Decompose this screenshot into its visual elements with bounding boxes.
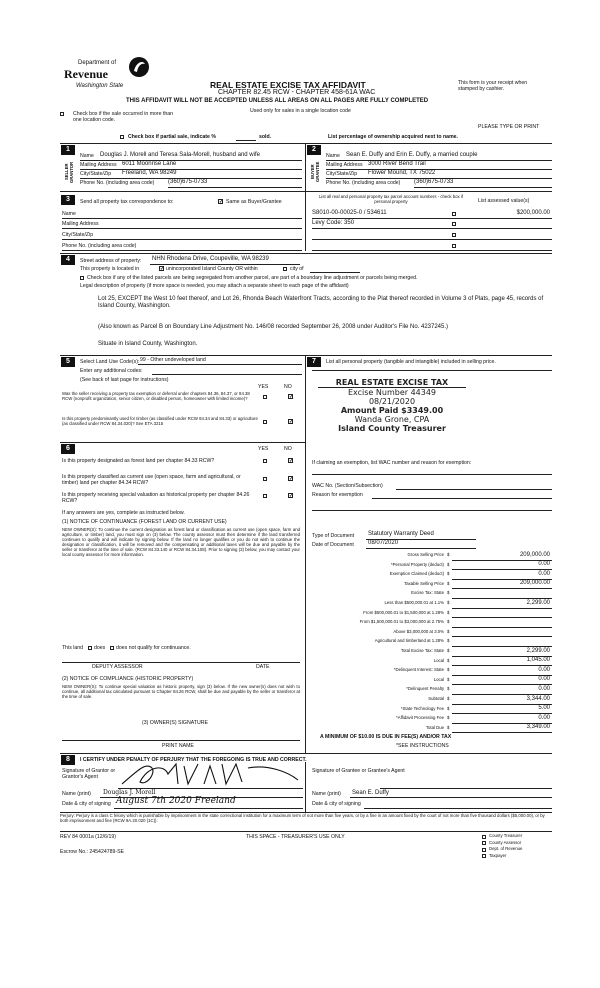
partial-sale-label: Check box if partial sale, indicate %	[128, 134, 216, 140]
forest-yes: YES	[258, 446, 269, 452]
doc-date: 08/07/2020	[368, 540, 399, 546]
owner-signature-label: (3) OWNER(S) SIGNATURE	[142, 720, 208, 726]
dept-line1: Department of	[78, 60, 117, 66]
parcel-personal-checkbox-2[interactable]	[452, 222, 456, 226]
grantee-sig-label: Signature of Grantee or Grantee's Agent	[312, 768, 405, 774]
tax-row-dollar: $	[447, 648, 450, 653]
tax-row-value: 209,000.00	[519, 551, 550, 558]
grantor-signature	[118, 760, 303, 790]
stamp-line3: 08/21/2020	[368, 397, 416, 406]
assessor-date-label: DATE	[256, 664, 270, 670]
tax-row-dollar: $	[447, 696, 450, 701]
copy-label: Dept. of Revenue	[489, 846, 523, 851]
multi-location-label: Check box if the sale occurred in more than one location code.	[73, 111, 174, 124]
tax-row-dollar: $	[447, 619, 450, 625]
this-land-label: This land	[62, 645, 84, 651]
please-type: PLEASE TYPE OR PRINT	[478, 124, 540, 130]
parcel-personal-checkbox-4[interactable]	[452, 244, 456, 248]
land-use-q2-no[interactable]: ✓	[289, 419, 294, 425]
corr-address-label: Mailing Address	[62, 221, 99, 227]
stamp-line5: Wanda Grone, CPA	[354, 415, 430, 424]
boundary-checkbox[interactable]	[80, 276, 84, 280]
tax-row-label: Subtotal	[428, 696, 444, 701]
buyer-address-label: Mailing Address	[326, 162, 363, 168]
buyer-name: Sean E. Duffy and Erin E. Duffy, a married couple	[346, 152, 478, 158]
tax-row-dollar: $	[447, 715, 450, 721]
land-use-code: 99 - Other undeveloped land	[140, 357, 206, 363]
city-of-checkbox[interactable]	[283, 267, 287, 271]
tax-row-dollar: $	[447, 638, 450, 644]
section-6-number: 6	[61, 444, 75, 454]
personal-property-label: List all personal property (tangible and intangible) included in selling price.	[326, 359, 496, 365]
seller-phone-label: Phone No. (including area code)	[80, 180, 155, 186]
forest-q2: Is this property classified as current use (open space, farm and agricultural, or timber) land per chapter 84.34 RCW?	[62, 474, 241, 487]
land-use-q2-yes[interactable]	[263, 420, 267, 424]
tax-row-value: 2,299.00	[526, 647, 550, 654]
tax-row-dollar: $	[447, 590, 450, 596]
dept-line3: Washington State	[76, 83, 124, 89]
section-4-number: 4	[61, 255, 75, 265]
stamp-line4: Amount Paid $3349.00	[340, 406, 444, 415]
tax-row-value: 209,000.00	[519, 580, 550, 587]
levy-code: Levy Code: 350	[312, 220, 355, 226]
tax-row-value: 3,344.00	[526, 695, 550, 702]
tax-row-value: 0.00	[538, 666, 550, 673]
section-8-number: 8	[61, 755, 75, 765]
tax-row-dollar: $	[447, 561, 450, 567]
corr-city-label: City/State/Zip	[62, 232, 94, 238]
same-as-buyer-checkbox[interactable]: ✓	[219, 199, 224, 205]
section-7-number: 7	[307, 357, 321, 367]
does-qualify-checkbox[interactable]	[88, 646, 92, 650]
receipt-note: This form is your receipt when stamped by cashier.	[458, 80, 528, 93]
tax-row-dollar: $	[447, 552, 450, 557]
tax-row-dollar: $	[447, 676, 450, 682]
tax-row-value: 2,299.00	[526, 599, 550, 606]
does-label: does	[94, 645, 106, 651]
tax-row-dollar: $	[447, 571, 450, 577]
section-3-number: 3	[61, 195, 75, 205]
multi-location-sub: Used only for sales in a single location code	[250, 108, 351, 114]
land-use-q1: Was the seller receiving a property tax exemption or deferral under chapters 84.36, 84.37, or 84.38 RCW (nonprofit organization, senior citizen, or disabled person, homeowner with limited income)?	[62, 391, 250, 401]
doc-type: Statutory Warranty Deed	[368, 531, 434, 537]
tax-row-label: *Affidavit Processing Fee	[396, 715, 444, 721]
land-use-yes: YES	[258, 384, 269, 390]
forest-q1-yes[interactable]	[263, 459, 267, 463]
seller-phone: (360)675-0733	[168, 179, 208, 185]
does-not-qualify-checkbox[interactable]	[110, 646, 114, 650]
boundary-label: Check box if any of the listed parcels are being segregated from another parcel, are part of a boundary line adjustment or parcels being merged.	[87, 275, 418, 281]
seller-city: Freeland, WA 98249	[122, 170, 177, 176]
section-1-number: 1	[61, 145, 75, 155]
assessed-header: List assessed value(s)	[478, 198, 530, 204]
parcel-personal-checkbox-3[interactable]	[452, 233, 456, 237]
tax-row-dollar: $	[447, 609, 450, 615]
grantee-date-label: Date & city of signing	[312, 801, 361, 807]
copy-checkbox[interactable]	[482, 835, 486, 839]
land-use-label: Select Land Use Code(s):	[80, 359, 140, 365]
land-use-q1-no[interactable]: ✓	[289, 394, 294, 400]
tax-row-value: 0.00	[538, 714, 550, 721]
legal-description-1: Lot 25, EXCEPT the West 10 feet thereof, and Lot 26, Rhonda Beach Waterfront Tracts, according to the Plat thereof recorded in Volume 3 of Plats, page 45, records of Island County, Washington.	[98, 296, 544, 310]
if-any-yes: If any answers are yes, complete as instructed below.	[62, 510, 185, 516]
doc-date-label: Date of Document	[312, 542, 354, 548]
tax-row-label: From $1,500,000.01 to $3,000,000 at 2.75%	[359, 619, 444, 625]
forest-q3-yes[interactable]	[263, 494, 267, 498]
buyer-city: Flower Mound, TX 75022	[368, 170, 436, 176]
same-as-buyer-label: Same as Buyer/Grantee	[226, 199, 282, 205]
street-label: Street address of property:	[80, 258, 142, 264]
form-warning: THIS AFFIDAVIT WILL NOT BE ACCEPTED UNLESS ALL AREAS ON ALL PAGES ARE FULLY COMPLETED	[126, 98, 429, 104]
tax-row-label: Exemption Claimed (deduct)	[389, 571, 444, 577]
form-chapter: CHAPTER 82.45 RCW - CHAPTER 458-61A WAC	[218, 89, 376, 96]
legal-description-3: Situate in Island County, Washington.	[98, 341, 198, 347]
does-not-label: does not qualify for continuance.	[116, 645, 191, 651]
additional-codes-label: Enter any additional codes:	[80, 368, 143, 374]
perjury-text: Perjury: Perjury is a class C felony which is punishable by imprisonment in the state correctional institution for a maximum term of not more than five years, or by a fine in an amount fixed by the court of not more than five thousand dollars ($5,000.00), or by both imprisonment and fine (RCW 9A.20.020 (1C)).	[60, 813, 545, 823]
grantor-name: Douglas J. Morell	[103, 789, 156, 796]
tax-row-label: Above $3,000,000 at 3.0%	[393, 628, 444, 634]
street-address: NHN Rhodena Drive, Coupeville, WA 98239	[152, 256, 269, 262]
partial-sale-checkbox[interactable]	[120, 135, 124, 139]
escrow-number: Escrow No.: 245424789-SE	[60, 849, 125, 855]
parcel-header: List all real and personal property tax parcel account numbers - check box if personal property	[318, 194, 464, 204]
seller-name: Douglas J. Morell and Teresa Sala-Morell, husband and wife	[100, 152, 260, 158]
tax-row-label: Less than $500,000.01 at 1.1%	[384, 600, 444, 605]
seller-grantor-label: SELLER GRANTOR	[64, 161, 74, 183]
certify-text: I CERTIFY UNDER PENALTY OF PERJURY THAT THE FOREGOING IS TRUE AND CORRECT.	[80, 757, 307, 763]
corr-phone-label: Phone No. (including area code)	[62, 243, 137, 249]
parcel-number: S8010-00-00025-0 / 534611	[312, 210, 387, 216]
tax-row-value: 0.00	[538, 561, 550, 568]
corr-name-label: Name	[62, 211, 76, 217]
buyer-name-label: Name	[326, 153, 340, 159]
tax-row-label: From $500,000.01 to $1,500,000 at 1.28%	[363, 609, 444, 615]
copy-checkbox[interactable]	[482, 848, 486, 852]
stamp-line2: Excise Number 44349	[347, 388, 437, 397]
section-2-number: 2	[307, 145, 321, 155]
city-of-label: city of	[290, 266, 304, 272]
notice1-body: NEW OWNER(S): To continue the current designation as forest land or classification as current use (open space, farm and agriculture, or timber) land, you must sign on (3) below. The county assessor must then determine if the land transferred continues to qualify and will indicate by signing below. If the land no longer qualifies or you do not wish to continue the designation or classification, it will be removed and the compensating or additional taxes will be due and payable by the seller or transferor at the time of sale. (RCW 84.33.140 or RCW 84.34.108). Prior to signing (3) below, you may contact your local county assessor for more information.	[62, 527, 300, 557]
assessed-value: $200,000.00	[516, 210, 550, 216]
notice1-title: (1) NOTICE OF CONTINUANCE (FOREST LAND OR CURRENT USE)	[62, 519, 227, 525]
treasurer-stamp	[318, 378, 466, 433]
form-title: REAL ESTATE EXCISE TAX AFFIDAVIT	[210, 80, 366, 90]
located-in-label: This property is located in	[80, 266, 140, 272]
tax-row-value: 1,045.00	[526, 657, 550, 664]
forest-q3-no[interactable]: ✓	[289, 493, 294, 499]
minimum-due: A MINIMUM OF $10.00 IS DUE IN FEE(S) AND/OR TAX	[320, 734, 452, 740]
doc-type-label: Type of Document	[312, 533, 355, 539]
tax-row-label: Total Excise Tax: State	[400, 648, 444, 653]
revenue-swoosh-icon	[128, 56, 150, 78]
buyer-city-label: City/State/Zip	[326, 171, 358, 177]
buyer-address: 3000 River Bend Trail	[368, 161, 426, 167]
forest-no: NO	[284, 446, 292, 452]
tax-row-label: *Delinquent Interest: State	[393, 667, 444, 673]
buyer-phone: (360)675-0733	[414, 179, 454, 185]
grantor-date: August 7th 2020 Freeland	[116, 796, 236, 806]
forest-q1: Is this property designated as forest land per chapter 84.33 RCW?	[62, 458, 215, 464]
rev-number: REV 84 0001a (12/6/19)	[60, 834, 116, 840]
grantor-name-label: Name (print)	[62, 791, 91, 797]
section-5-number: 5	[61, 357, 75, 367]
tax-row-dollar: $	[447, 657, 450, 663]
treasurer-only: THIS SPACE - TREASURER'S USE ONLY	[246, 834, 345, 840]
tax-row-value: 0.00	[538, 676, 550, 683]
grantee-name-label: Name (print)	[312, 791, 341, 797]
tax-row-label: *State Technology Fee	[400, 705, 444, 711]
copy-label: County Treasurer	[489, 833, 523, 838]
dept-line2: Revenue	[64, 67, 108, 81]
land-use-q1-yes[interactable]	[263, 395, 267, 399]
tax-row-dollar: $	[447, 580, 450, 586]
legal-label: Legal description of property (if more space is needed, you may attach a separate sheet to each page of the affidavit)	[80, 283, 349, 289]
notice2-title: (2) NOTICE OF COMPLIANCE (HISTORIC PROPERTY)	[62, 676, 194, 682]
forest-q2-no[interactable]: ✓	[289, 476, 294, 482]
tax-row-label: Agricultural and timberland at 1.28%	[374, 638, 444, 644]
print-name-label: PRINT NAME	[162, 743, 194, 749]
see-back-label: (See back of last page for instructions)	[80, 377, 169, 383]
stamp-line6: Island County Treasurer	[338, 424, 446, 433]
stamp-line1: REAL ESTATE EXCISE TAX	[318, 378, 466, 388]
tax-row-dollar: $	[447, 600, 450, 605]
tax-row-label: *Personal Property (deduct)	[390, 561, 444, 567]
tax-row-value: 0.00	[538, 685, 550, 692]
buyer-phone-label: Phone No. (including area code)	[326, 180, 401, 186]
buyer-grantee-label: BUYER GRANTEE	[310, 161, 320, 183]
tax-row-value: 3,349.00	[526, 724, 550, 731]
seller-name-label: Name	[80, 153, 94, 159]
forest-q1-no[interactable]: ✓	[289, 458, 294, 464]
wac-label: WAC No. (Section/Subsection)	[312, 483, 383, 489]
copy-checkbox[interactable]	[482, 841, 486, 845]
tax-row-label: *Delinquent Penalty	[406, 686, 444, 692]
seller-address: 6011 Moonrise Lane	[122, 161, 177, 167]
see-instructions: *SEE INSTRUCTIONS	[396, 743, 449, 749]
parcel-personal-checkbox-1[interactable]	[452, 212, 456, 216]
legal-description-2: (Also known as Parcel B on Boundary Line Adjustment No. 146/08 recorded September 26, 2008 under Auditor's File No. 4237245.)	[98, 324, 449, 330]
grantor-sig-label: Signature of Grantor or Grantor's Agent	[62, 768, 116, 781]
tax-row-label: Local	[433, 676, 444, 682]
seller-city-label: City/State/Zip	[80, 171, 112, 177]
tax-row-value: 5.00	[538, 705, 550, 712]
copy-label: County Assessor	[489, 839, 522, 845]
tax-row-label: Local	[433, 657, 444, 663]
tax-row-label: Excise Tax: State	[411, 590, 444, 596]
tax-row-dollar: $	[447, 628, 450, 634]
send-to-label: Send all property tax correspondence to:	[80, 199, 174, 205]
tax-row-dollar: $	[447, 724, 450, 730]
forest-q2-yes[interactable]	[263, 477, 267, 481]
unincorporated-checkbox[interactable]: ✓	[160, 266, 165, 272]
tax-row-label: Total Due	[425, 724, 444, 730]
deputy-assessor-label: DEPUTY ASSESSOR	[92, 664, 143, 670]
grantee-name: Sean E. Duffy	[352, 790, 389, 796]
partial-sold-label: sold.	[259, 134, 272, 140]
tax-row-value: 0.00	[538, 570, 550, 577]
notice2-body: NEW OWNER(S): To continue special valuation as historic property, sign (3) below. If the new owner(s) does not wish to continue, all additional tax calculated pursuant to Chapter 84.26 RCW, shall be due and payable by the seller or transferor at the time of sale.	[62, 684, 300, 699]
land-use-no: NO	[284, 384, 292, 390]
tax-row-dollar: $	[447, 686, 450, 692]
reason-label: Reason for exemption	[312, 492, 363, 498]
unincorporated-label: unincorporated Island County OR within	[166, 266, 258, 272]
copy-checkbox[interactable]	[482, 854, 486, 858]
tax-row-label: Taxable Selling Price	[404, 580, 444, 586]
multi-location-checkbox[interactable]	[60, 112, 64, 116]
tax-row-dollar: $	[447, 667, 450, 673]
tax-row-dollar: $	[447, 705, 450, 711]
ownership-label: List percentage of ownership acquired next to name.	[328, 134, 459, 140]
grantor-date-label: Date & city of signing	[62, 801, 111, 807]
seller-address-label: Mailing Address	[80, 162, 117, 168]
exemption-label: If claiming an exemption, list WAC number and reason for exemption:	[312, 460, 472, 466]
forest-q3: Is this property receiving special valuation as historical property per chapter 84.26 RCW?	[62, 492, 250, 505]
tax-row-label: Gross Selling Price	[407, 552, 444, 557]
dor-logo	[60, 56, 160, 98]
copy-label: Taxpayer	[489, 852, 507, 858]
land-use-q2: Is this property predominantly used for timber (as classified under RCW 84.34 and 84.33) or agriculture (as classified under RCW 84.34.020)? See ETA 3215	[62, 416, 258, 426]
